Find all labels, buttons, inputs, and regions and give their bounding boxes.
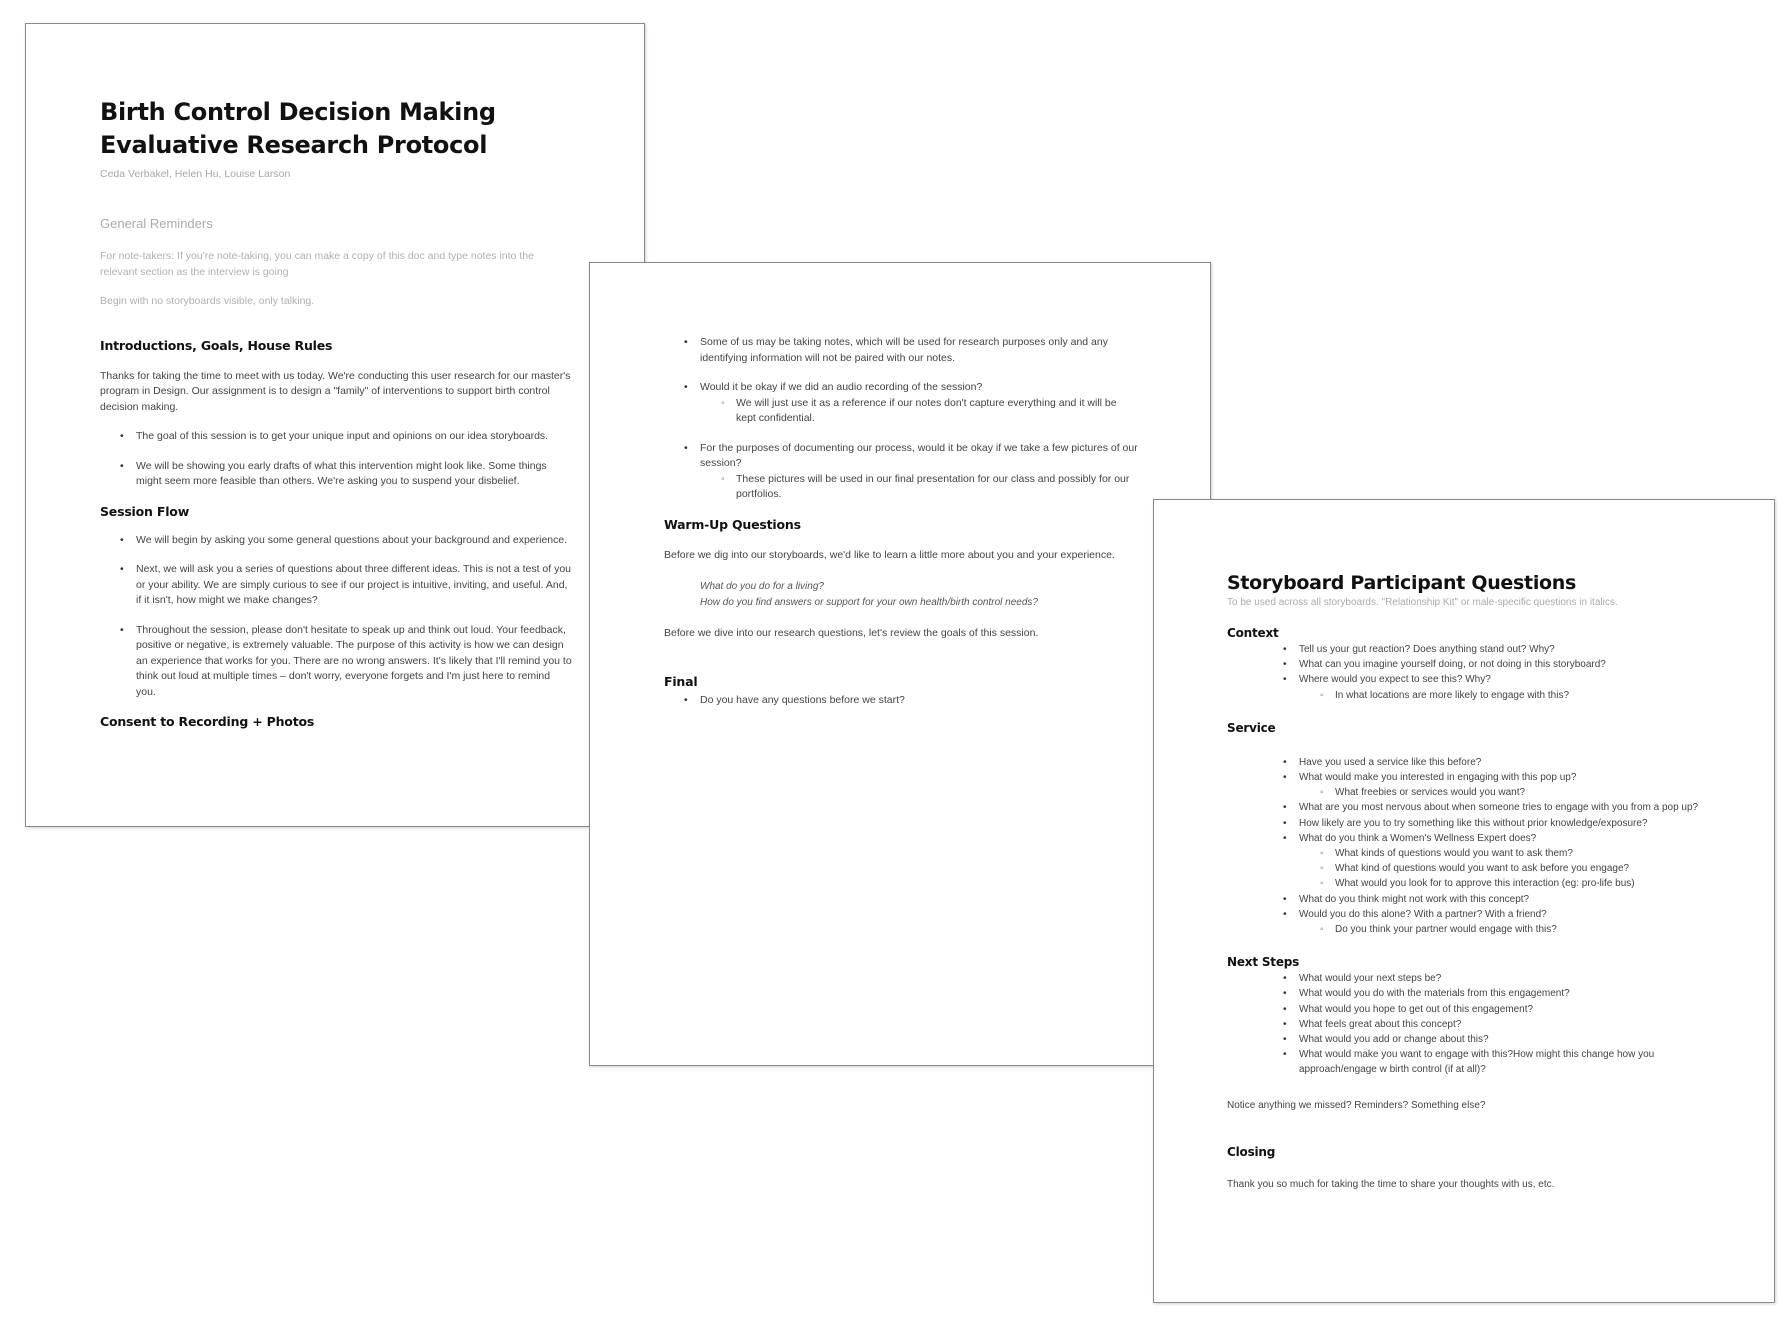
list-item: [1299, 672, 1702, 702]
document-page-3: [1153, 499, 1775, 1303]
storyboard-subtitle: To be used across all storyboards. "Relationship Kit" or male-specific questions in italics.: [1227, 597, 1618, 608]
closing-text: Thank you so much for taking the time to share your thoughts with us, etc.: [1227, 1178, 1555, 1190]
list-item: • What feels great about this concept?: [1299, 1017, 1702, 1032]
list-item: • Do you have any questions before we start?: [700, 693, 1138, 709]
list-item: • Some of us may be taking notes, which will be used for research purposes only and any identifying information will not be paired with our notes.: [700, 335, 1138, 366]
next-steps-list: [1227, 971, 1702, 1077]
list-item: • The goal of this session is to get your unique input and opinions on our idea storyboards.: [136, 429, 572, 445]
audio-sub-list: [700, 396, 1138, 427]
notice-text: Notice anything we missed? Reminders? Something else?: [1227, 1099, 1486, 1111]
list-item: • What would you do with the materials from this engagement?: [1299, 986, 1702, 1001]
session-bullets: [100, 533, 572, 701]
list-item: • Next, we will ask you a series of questions about three different ideas. This is not a test of you or your ability. We are simply curious to see if our project is intuitive, inviting, and useful. And, if it isn't, how might we make changes?: [136, 562, 572, 609]
list-item: • What can you imagine yourself doing, or not doing in this storyboard?: [1299, 657, 1702, 672]
consent-heading: Consent to Recording + Photos: [100, 714, 315, 729]
list-item: • Have you used a service like this before?: [1299, 755, 1702, 770]
document-page-1: [25, 23, 645, 827]
list-item: ◦ What would you look for to approve this interaction (eg: pro-life bus): [1335, 876, 1702, 891]
document-page-2: [589, 262, 1211, 1066]
intro-paragraph: Thanks for taking the time to meet with us today. We're conducting this user research for our master's program in Design. Our assignment is to design a "family" of interventions to support birth control decision making.: [100, 369, 571, 413]
list-item: • What are you most nervous about when someone tries to engage with you from a pop up?: [1299, 800, 1702, 815]
list-item: ◦ What kinds of questions would you want to ask them?: [1335, 846, 1702, 861]
warmup-question-2: How do you find answers or support for your own health/birth control needs?: [700, 596, 1038, 608]
pictures-question: For the purposes of documenting our process, would it be okay if we take a few pictures of our session?: [700, 441, 1138, 469]
authors: Ceda Verbakel, Helen Hu, Louise Larson: [100, 168, 291, 180]
list-item-text: Where would you expect to see this? Why?: [1299, 674, 1491, 686]
list-item-text: Would you do this alone? With a partner? With a friend?: [1299, 908, 1547, 920]
closing-heading: Closing: [1227, 1144, 1276, 1159]
list-item: • What would your next steps be?: [1299, 971, 1702, 986]
service-sub-list: [1299, 785, 1702, 800]
list-item: • What would make you want to engage with this?How might this change how you approach/engage w birth control (if at all)?: [1299, 1047, 1702, 1077]
warmup-outro: Before we dive into our research questions, let's review the goals of this session.: [664, 627, 1039, 639]
list-item: ◦ What kind of questions would you want to ask before you engage?: [1335, 861, 1702, 876]
final-bullets: [664, 693, 1138, 709]
list-item: [700, 380, 1138, 427]
session-flow-heading: Session Flow: [100, 503, 190, 519]
storyboard-title: Storyboard Participant Questions: [1227, 572, 1577, 594]
list-item: • Tell us your gut reaction? Does anything stand out? Why?: [1299, 642, 1702, 657]
list-item: [1299, 831, 1702, 892]
list-item: • Throughout the session, please don't hesitate to speak up and think out loud. Your feedback, positive or negative, is extremely valuable. The purpose of this activity is how we can design an experience that works for you. There are no wrong answers. It's likely that I'll remind you to think out loud at multiple times – don't worry, everyone forgets and I'm just here to remind you.: [136, 623, 572, 701]
list-item: ◦ Do you think your partner would engage with this?: [1335, 922, 1702, 937]
intro-heading: Introductions, Goals, House Rules: [100, 337, 333, 353]
list-item: ◦ In what locations are more likely to engage with this?: [1335, 688, 1702, 703]
title-line-2: Evaluative Research Protocol: [100, 131, 488, 159]
warmup-questions: [700, 579, 1138, 610]
final-heading: Final: [664, 673, 698, 689]
note-takers-reminder: For note-takers: If you're note-taking, you can make a copy of this doc and type notes into the relevant section as the interview is going: [100, 250, 534, 278]
service-list: [1227, 755, 1702, 937]
list-item: [1299, 907, 1702, 937]
list-item: • What do you think might not work with this concept?: [1299, 892, 1702, 907]
title-line-1: Birth Control Decision Making: [100, 98, 496, 126]
service-sub-list: [1299, 922, 1702, 937]
warmup-heading: Warm-Up Questions: [664, 516, 801, 532]
list-item: • We will begin by asking you some general questions about your background and experience.: [136, 533, 572, 549]
list-item: [700, 441, 1138, 503]
audio-question: Would it be okay if we did an audio recording of the session?: [700, 381, 983, 393]
service-sub-list: [1299, 846, 1702, 892]
context-sub-list: [1299, 688, 1702, 703]
list-item: • What would you add or change about this?: [1299, 1032, 1702, 1047]
pictures-sub-list: [700, 472, 1138, 503]
list-item: ◦ These pictures will be used in our final presentation for our class and possibly for our portfolios.: [736, 472, 1138, 503]
warmup-question-1: What do you do for a living?: [700, 581, 824, 592]
list-item-text: What do you think a Women's Wellness Expert does?: [1299, 832, 1537, 844]
warmup-intro: Before we dig into our storyboards, we'd like to learn a little more about you and your experience.: [664, 548, 1115, 561]
list-item: ◦ What freebies or services would you want?: [1335, 785, 1702, 800]
list-item: [1299, 770, 1702, 800]
list-item: ◦ We will just use it as a reference if our notes don't capture everything and it will be kept confidential.: [736, 396, 1138, 427]
next-steps-heading: Next Steps: [1227, 955, 1300, 970]
context-heading: Context: [1227, 626, 1279, 640]
consent-bullets: [664, 335, 1138, 503]
list-item: • What would you hope to get out of this engagement?: [1299, 1002, 1702, 1017]
intro-bullets: [100, 429, 572, 490]
list-item: • We will be showing you early drafts of what this intervention might look like. Some things might seem more feasible than others. We're asking you to suspend your disbelief.: [136, 459, 572, 490]
service-heading: Service: [1227, 720, 1276, 735]
general-reminders-heading: General Reminders: [100, 216, 213, 231]
begin-reminder: Begin with no storyboards visible, only talking.: [100, 295, 315, 307]
list-item-text: What would make you interested in engaging with this pop up?: [1299, 772, 1577, 784]
list-item: • How likely are you to try something like this without prior knowledge/exposure?: [1299, 816, 1702, 831]
context-list: [1227, 642, 1702, 703]
document-title: [100, 96, 572, 162]
